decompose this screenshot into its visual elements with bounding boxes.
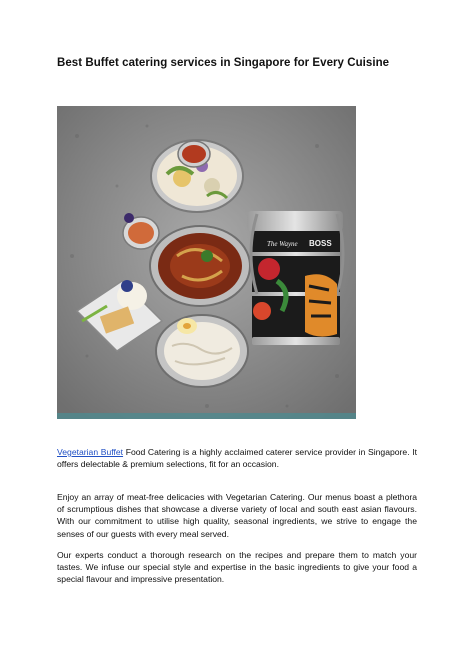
noodle-bowl — [150, 226, 250, 306]
experts-paragraph: Our experts conduct a thorough research on the recipes and prepare them to match your tastes. We infuse our special style and expertise in the basic ingredients to give your food a special flavour and impressive presentation. — [57, 550, 417, 585]
tiffin-brand-right: BOSS — [309, 239, 332, 248]
salad-bowl — [151, 140, 243, 212]
food-photo — [57, 106, 356, 419]
intro-paragraph — [57, 446, 417, 470]
tiffin-carrier — [247, 211, 343, 345]
tiffin-brand-left: The Wayne — [267, 240, 298, 248]
vegetarian-buffet-link[interactable]: Vegetarian Buffet — [57, 447, 124, 457]
page-title: Best Buffet catering services in Singapore for Every Cuisine — [57, 57, 390, 69]
menu-paragraph: Enjoy an array of meat-free delicacies with Vegetarian Catering. Our menus boast a plethora of scrumptious dishes that showcase a diverse variety of local and south east asian flavours. With our commitment to utilise high quality, seasonal ingredients, we strive to engage the senses of our guests with every meal served. — [57, 492, 417, 539]
rice-bowl — [156, 315, 248, 387]
intro-text: Food Catering is a highly acclaimed caterer service provider in Singapore. It offers delectable & premium selections, fit for an occasion. — [57, 447, 417, 470]
